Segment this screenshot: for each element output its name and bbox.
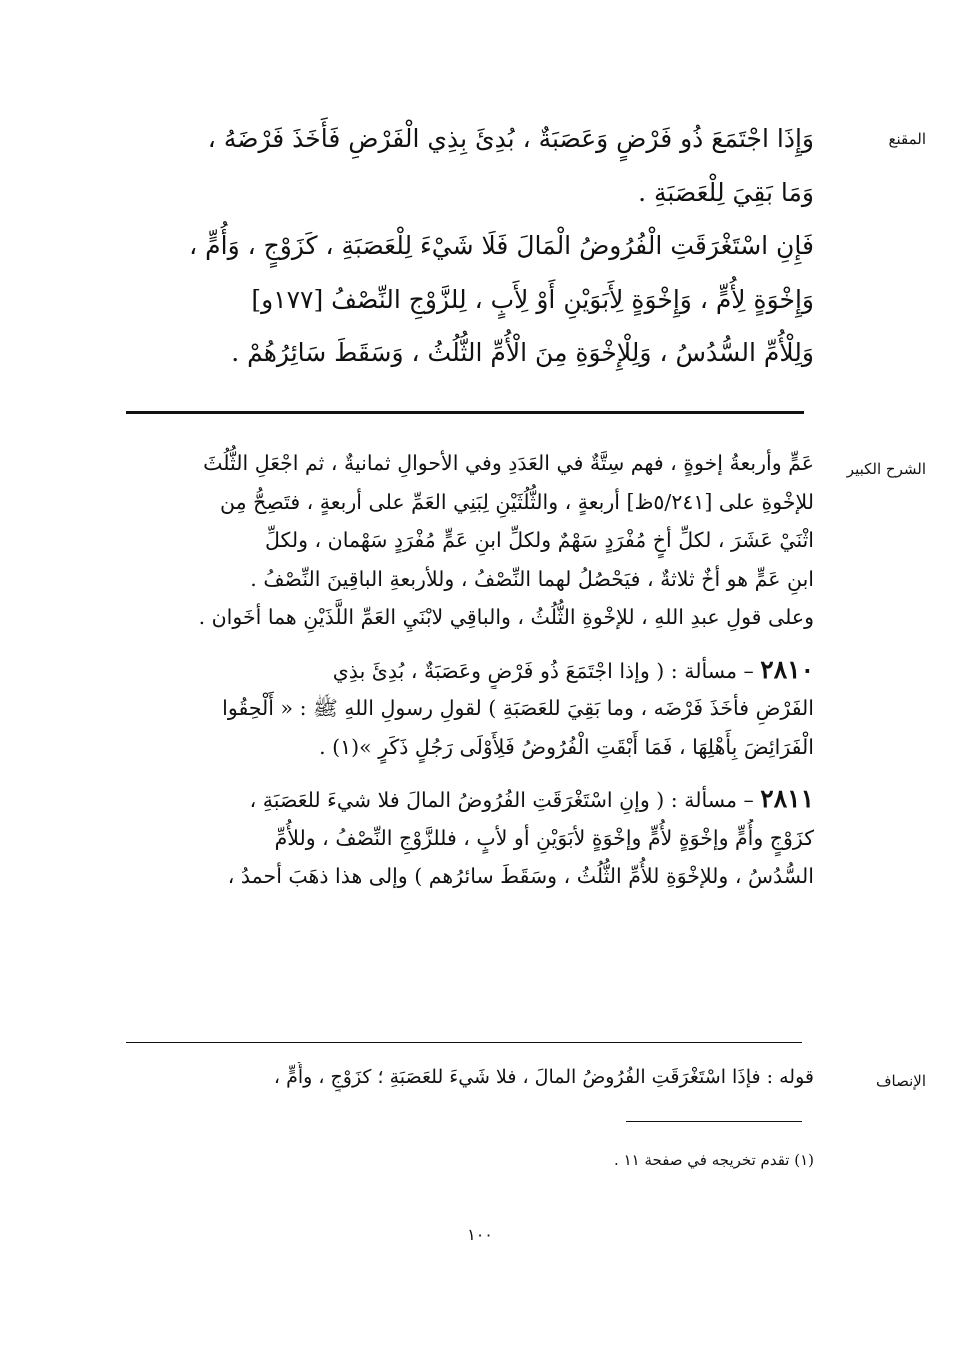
text-line: وَإِذَا اجْتَمَعَ ذُو فَرْضٍ وَعَصَبَةٌ ، بُدِئَ بِذِي الْفَرْضِ فَأَخَذَ فَرْضَهُ ،: [207, 124, 814, 153]
section-label-sharh: الشرح الكبير: [846, 460, 926, 478]
page-number: ١٠٠: [467, 1225, 493, 1244]
text-line: ابنِ عَمٍّ هو أخٌ ثلاثةٌ ، فيَحْصُلُ لهما النِّصْفُ ، وللأربعةِ الباقِينَ النِّصْفُ .: [250, 566, 814, 591]
issue-text: – مسألة : ( وإذا اجْتَمَعَ ذُو فَرْضٍ وعَصَبَةٌ ، بُدِئَ بذِي: [332, 658, 754, 683]
text-line: [120, 651, 814, 690]
text-line: وَمَا بَقِيَ لِلْعَصَبَةِ .: [638, 177, 814, 207]
paragraph-gap: [120, 766, 814, 780]
text-line: الفَرْضِ فأخَذَ فَرْضَه ، وما بَقِيَ للعَصَبَةِ ) لقولِ رسولِ اللهِ ﷺ : « أَلْحِقُوا: [222, 696, 814, 720]
paragraph-gap: [120, 637, 814, 651]
divider-thick: [126, 411, 804, 414]
text-line: للإخْوةِ على [٥/٢٤١ظ] أربعةٍ ، والثُّلُثَيْنِ لِبَنِي العَمِّ على أربعةٍ ، فتَصِحُّ مِن: [220, 489, 814, 514]
text-line: قوله : فإذَا اسْتَغْرَقَتِ الفُرُوضُ المالَ ، فلا شَيءَ للعَصَبَةِ ؛ كزَوْجٍ ، وأُمٍّ ،: [273, 1066, 814, 1088]
section-label-insaf: الإنصاف: [875, 1072, 926, 1090]
sharh-text: [120, 444, 814, 896]
text-line: وعلى قولِ عبدِ اللهِ ، للإخْوةِ الثُّلُثُ ، والباقِي لابْنَيِ العَمِّ اللَّذَيْنِ هما أخَوان .: [198, 605, 814, 629]
text-line: الْفَرَائِضَ بِأَهْلِهَا ، فَمَا أَبْقَتِ الْفُرُوضُ فَلِأَوْلَى رَجُلٍ ذَكَرٍ »(١) .: [319, 734, 814, 759]
footnote-divider: [626, 1121, 802, 1122]
text-line: عَمٍّ وأربعةُ إخوةٍ ، فهم سِتَّةٌ في العَدَدِ وفي الأحوالِ ثمانيةٌ ، ثم اجْعَلِ الثُّلُثَ: [203, 451, 814, 475]
insaf-text: [120, 1062, 814, 1092]
text-line: فَإِنِ اسْتَغْرَقَتِ الْفُرُوضُ الْمَالَ فَلَا شَيْءَ لِلْعَصَبَةِ ، كَزَوْجٍ ، وَأُمٍّ ،: [189, 231, 814, 261]
muqni-text: [120, 112, 814, 380]
footnote-line: (١) تقدم تخريجه في صفحة ١١ .: [614, 1151, 814, 1169]
text-line: السُّدُسُ ، وللإخْوَةِ للأُمِّ الثُّلُثُ ، وسَقَطَ سائرُهم ) وإلى هذا ذهَبَ أحمدُ ،: [227, 864, 814, 888]
text-line: [120, 780, 814, 819]
footnote: [120, 1148, 814, 1172]
issue-text: – مسألة : ( وإنِ اسْتَغْرَقَتِ الفُرُوضُ المالَ فلا شيءَ للعَصَبَةِ ،: [249, 788, 754, 812]
text-line: وَلِلْأُمِّ السُّدُسُ ، وَلِلْإِخْوَةِ مِنَ الْأُمِّ الثُّلُثُ ، وَسَقَطَ سَائِرُهُمْ .: [231, 338, 814, 368]
issue-number: ٢٨١١: [760, 784, 814, 813]
section-label-muqni: المقنع: [888, 130, 926, 148]
text-line: اثْنَيْ عَشَرَ ، لكلِّ أخٍ مُفْرَدٍ سَهْمٌ ولكلِّ ابنِ عَمٍّ مُفْرَدٍ سَهْمان ، ولكلِّ: [265, 528, 814, 552]
text-line: كزَوْجٍ وأُمٍّ وإخْوَةٍ لأُمٍّ وإخْوَةٍ لأبَوَيْنِ أو لأبٍ ، فللزَّوْجِ النِّصْفُ ، وللأُمِّ: [274, 825, 814, 850]
divider-thin: [126, 1042, 802, 1043]
text-line: وَإِخْوَةٍ لِأُمٍّ ، وَإِخْوَةٍ لِأَبَوَيْنِ أَوْ لِأَبٍ ، لِلزَّوْجِ النِّصْفُ [١٧٧و]: [251, 284, 814, 314]
issue-number: ٢٨١٠: [760, 654, 814, 684]
